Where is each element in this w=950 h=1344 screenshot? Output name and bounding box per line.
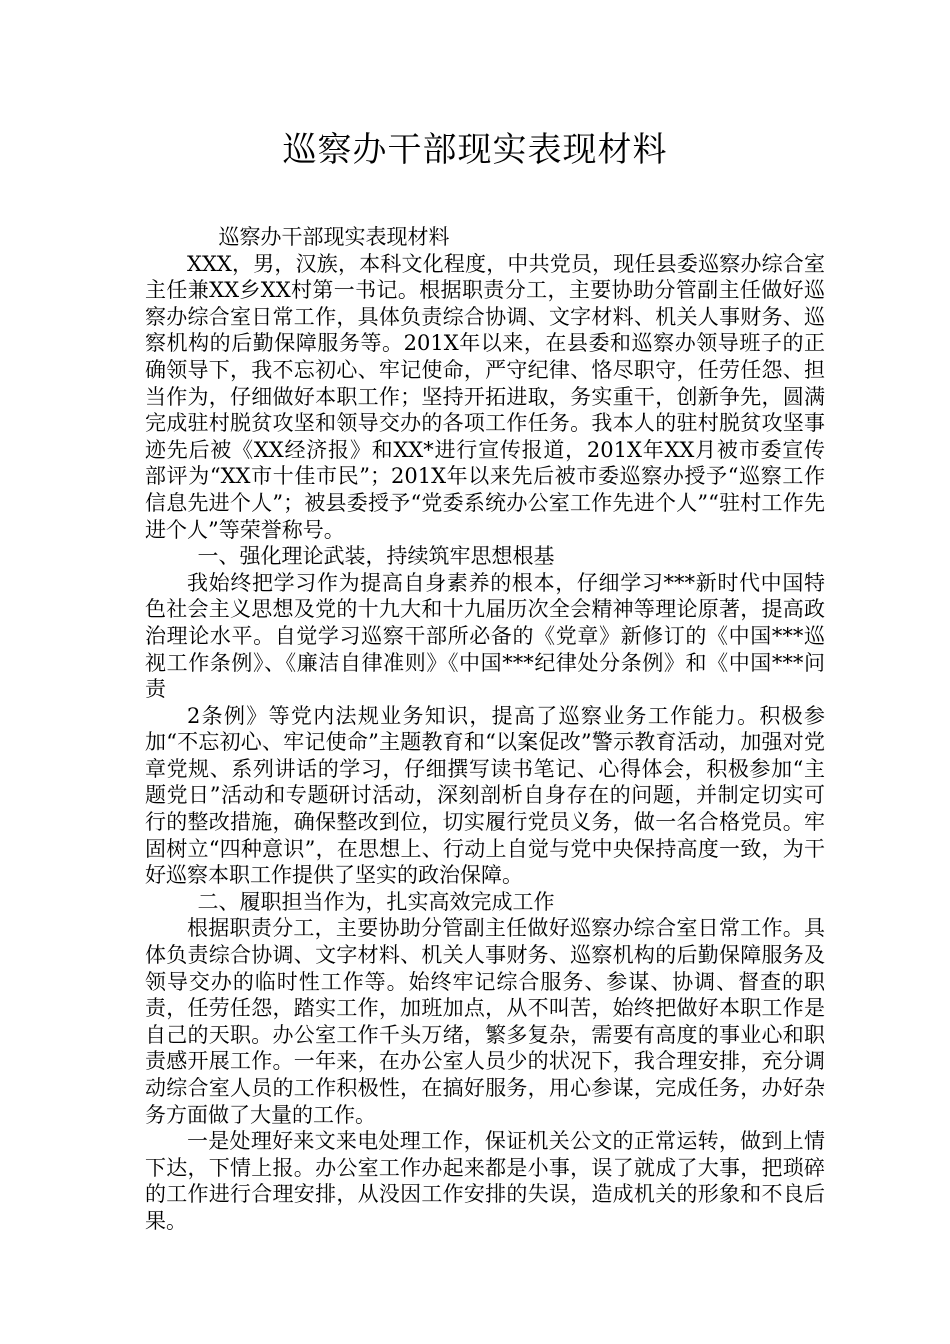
document-subtitle: 巡察办干部现实表现材料 [218, 225, 450, 249]
document-title: 巡察办干部现实表现材料 [282, 130, 668, 170]
paragraph-documents: 一是处理好来文来电处理工作，保证机关公文的正常运转，做到上情下达，下情上报。办公室工作办起来都是小事，误了就成了大事，把琐碎的工作进行合理安排，从没因工作安排的失误，造成机关的形象和不良后果。 [145, 1129, 825, 1233]
paragraph-study-continued: 2条例》等党内法规业务知识，提高了巡察业务工作能力。积极参加“不忘初心、牢记使命”主题教育和“以案促改”警示教育活动，加强对党章党规、系列讲话的学习，仔细撰写读书笔记、心得体会，积极参加“主题党日”活动和专题研讨活动，深刻剖析自身存在的问题，并制定切实可行的整改措施，确保整改到位，切实履行党员义务，做一名合格党员。牢固树立“四种意识”，在思想上、行动上自觉与党中央保持高度一致，为干好巡察本职工作提供了坚实的政治保障。 [145, 703, 825, 888]
paragraph-study: 我始终把学习作为提高自身素养的根本，仔细学习***新时代中国特色社会主义思想及党的十九大和十九届历次全会精神等理论原著，提高政治理论水平。自觉学习巡察干部所必备的《党章》新修订的《中国***巡视工作条例》、《廉洁自律准则》《中国***纪律处分条例》和《中国***问责 [145, 570, 825, 702]
section-heading-2: 二、履职担当作为，扎实高效完成工作 [197, 889, 555, 914]
paragraph-duties: 根据职责分工，主要协助分管副主任做好巡察办综合室日常工作。具体负责综合协调、文字材料、机关人事财务、巡察机构的后勤保障服务及领导交办的临时性工作等。始终牢记综合服务、参谋、协调、督查的职责，任劳任怨，踏实工作，加班加点，从不叫苦，始终把做好本职工作是自己的天职。办公室工作千头万绪，繁多复杂，需要有高度的事业心和职责感开展工作。一年来，在办公室人员少的状况下，我合理安排，充分调动综合室人员的工作积极性，在搞好服务，用心参谋，完成任务，办好杂务方面做了大量的工作。 [145, 916, 825, 1127]
section-heading-1: 一、强化理论武装，持续筑牢思想根基 [197, 544, 555, 569]
document-body [145, 224, 825, 1235]
paragraph-intro: XXX，男，汉族，本科文化程度，中共党员，现任县委巡察办综合室主任兼XX乡XX村第一书记。根据职责分工，主要协助分管副主任做好巡察办综合室日常工作，具体负责综合协调、文字材料、机关人事财务、巡察机构的后勤保障服务等。201X年以来，在县委和巡察办领导班子的正确领导下，我不忘初心、牢记使命，严守纪律、恪尽职守，任劳任怨、担当作为，仔细做好本职工作；坚持开拓进取，务实重干，创新争先，圆满完成驻村脱贫攻坚和领导交办的各项工作任务。我本人的驻村脱贫攻坚事迹先后被《XX经济报》和XX*进行宣传报道，201X年XX月被市委宣传部评为“XX市十佳市民”；201X年以来先后被市委巡察办授予“巡察工作信息先进个人”；被县委授予“党委系统办公室工作先进个人”“驻村工作先进个人”等荣誉称号。 [145, 251, 825, 542]
